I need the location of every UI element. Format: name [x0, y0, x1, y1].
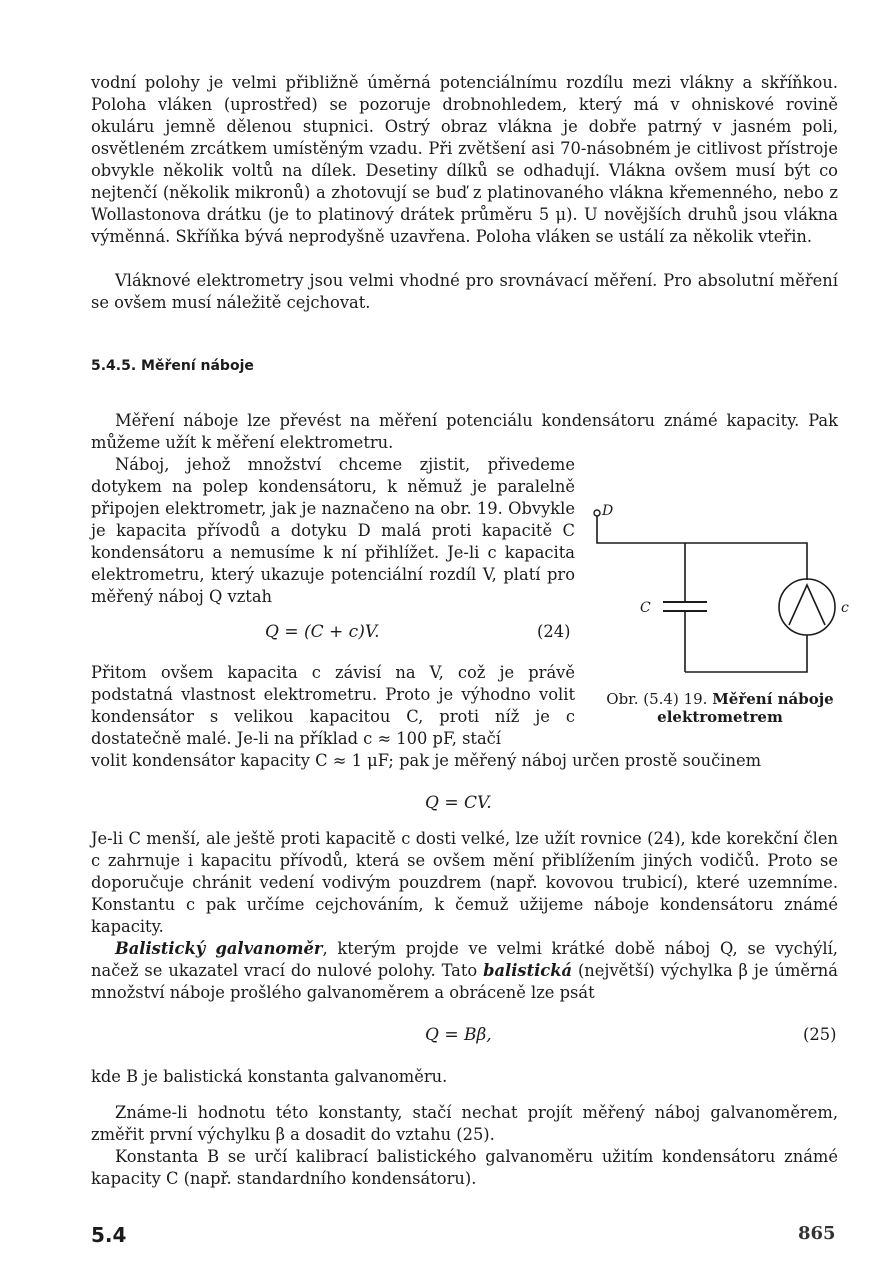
equation-24-number: (24) — [537, 622, 571, 641]
wire-bottom — [685, 635, 807, 672]
wire-top — [597, 516, 807, 580]
paragraph-4-text: Náboj, jehož množství chceme zjistit, přivedeme dotykem na polep kondensátoru, k němuž je paralelně připojen elektrometr, jak je naznačeno na obr. 19. Obvykle je kapacita přívodů a dotyku D malá proti kapacitě C kondensátoru a nemusíme k ní přihlížet. Je-li c kapacita elektrometru, který ukazuje potenciální rozdíl V, platí pro měřený náboj Q vztah — [91, 455, 575, 606]
paragraph-7-end: (největší) výchylka β je úměrná množství náboje prošlého galvanoměrem a obráceně lze psát — [91, 961, 838, 1002]
paragraph-8: kde B je balistická konstanta galvanoměru. — [91, 1067, 448, 1086]
label-D: D — [602, 503, 614, 519]
paragraph-10: Konstanta B se určí kalibrací balistického galvanoměru užitím kondensátoru známé kapacity C (např. standardního kondensátoru). — [91, 1147, 838, 1188]
paragraph-5: Přitom ovšem kapacita c závisí na V, což je právě podstatná vlastnost elektrometru. Proto je výhodno volit kondensátor s velikou kapacitou C, proti níž je c dostatečně malé. Je-li na příklad c ≈ 100 pF, stačí — [91, 663, 575, 748]
contact-D-terminal — [594, 510, 600, 516]
equation-qcv: Q = CV. — [425, 793, 492, 813]
equation-25: Q = Bβ, — [425, 1025, 492, 1045]
label-c: c — [841, 600, 849, 616]
paragraph-5b: volit kondensátor kapacity C ≈ 1 μF; pak je měřený náboj určen prostě součinem — [91, 751, 762, 770]
paragraph-2: Vláknové elektrometry jsou velmi vhodné pro srovnávací měření. Pro absolutní měření se ovšem musí náležitě cejchovat. — [91, 271, 838, 312]
paragraph-4 — [91, 454, 575, 608]
caption-title: Měření náboje elektrometrem — [657, 690, 834, 726]
section-heading: 5.4.5. Měření náboje — [91, 358, 254, 374]
paragraph-1: vodní polohy je velmi přibližně úměrná potenciálnímu rozdílu mezi vlákny a skříňkou. Poloha vláken (uprostřed) se pozoruje drobnohledem, který má v ohniskové rovině okuláru jemně dělenou stupnici. Ostrý obraz vlákna je dobře patrný v jasném poli, osvětleném zrcátkem umístěným vzadu. Při zvětšení asi 70-násobném je citlivost přístroje obvykle několik voltů na dílek. Desetiny dílků se odhadují. Vlákna ovšem musí být co nejtenčí (několik mikronů) a zhotovují se buď z platinovaného vlákna křemenného, nebo z Wollastonova drátku (je to platinový drátek průměru 5 μ). U novějších druhů jsou vlákna výměnná. Skříňka bývá neprodyšně uzavřena. Poloha vláken se ustálí za několik vteřin. — [91, 73, 838, 246]
equation-25-number: (25) — [803, 1025, 837, 1044]
footer-section: 5.4 — [91, 1223, 127, 1247]
figure-caption — [595, 690, 845, 726]
label-C: C — [640, 600, 651, 616]
caption-prefix: Obr. (5.4) 19. — [606, 690, 708, 708]
paragraph-7 — [91, 938, 838, 1004]
paragraph-9: Známe-li hodnotu této konstanty, stačí nechat projít měřený náboj galvanoměrem, změřit první výchylku β a dosadit do vztahu (25). — [91, 1103, 838, 1144]
term-ballistic-galvanometer: Balistický galvanoměr — [115, 939, 323, 958]
circuit-diagram — [585, 498, 855, 688]
paragraph-3: Měření náboje lze převést na měření potenciálu kondensátoru známé kapacity. Pak můžeme užít k měření elektrometru. — [91, 411, 838, 452]
term-ballistic: balistická — [483, 961, 573, 980]
electrometer-symbol — [779, 579, 835, 635]
paragraph-7-text: , kterým projde ve velmi krátké době náboj Q, se vychýlí, načež se ukazatel vrací do nulové polohy. Tato — [91, 939, 838, 980]
paragraph-6: Je-li C menší, ale ještě proti kapacitě c dosti velké, lze užít rovnice (24), kde korekční člen c zahrnuje i kapacitu přívodů, která se ovšem mění přiblížením jiných vodičů. Proto se doporučuje chránit vedení vodivým pouzdrem (např. kovovou trubicí), které uzemníme. Konstantu c pak určíme cejchováním, k čemuž užijeme náboje kondensátoru známé kapacity. — [91, 829, 838, 936]
electrometer-fibres — [789, 585, 825, 625]
page-number: 865 — [798, 1223, 836, 1244]
equation-24: Q = (C + c)V. — [265, 622, 380, 642]
